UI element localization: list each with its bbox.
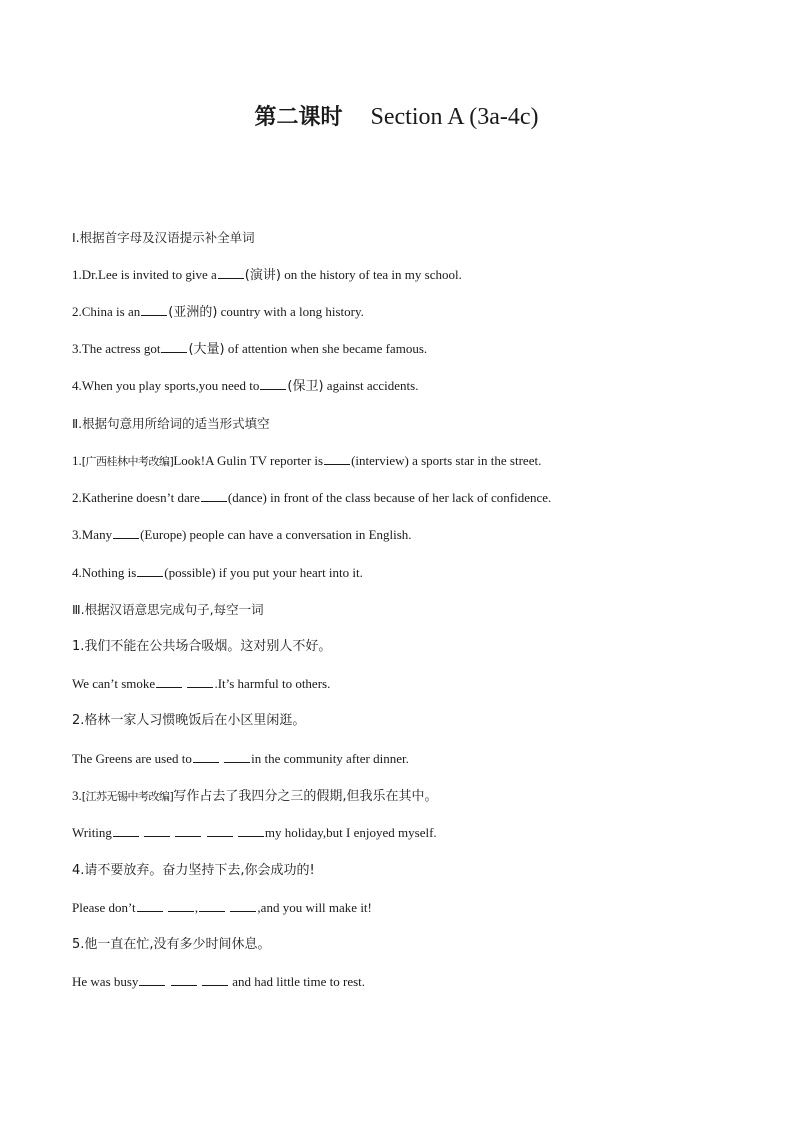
s2q4-text: 4.Nothing is [72,565,137,580]
s3q3-text: Writing [72,825,112,840]
s3q3-number: 3. [72,788,82,803]
s1-question-3 [72,340,427,359]
answer-blank[interactable] [139,974,165,986]
s1q3-rest: of attention when she became famous. [224,341,428,356]
s3q3-source: [江苏无锡中考改编] [81,790,174,803]
s2q2-text: 2.Katherine doesn’t dare [72,490,200,505]
answer-blank[interactable] [193,751,219,763]
section-3-heading: Ⅲ.根据汉语意思完成句子,每空一词 [72,602,264,617]
s2-question-1 [72,452,541,471]
title-chinese: 第二课时 [254,105,343,130]
s3q1-text: We can’t smoke [72,676,156,691]
answer-blank[interactable] [324,453,350,465]
s3-question-3 [72,824,437,842]
s2-question-4 [72,564,363,582]
answer-blank[interactable] [156,676,182,688]
s1-question-2 [72,303,364,322]
answer-blank[interactable] [168,900,194,912]
s3q5-text: He was busy [72,974,139,989]
s2q2-rest: (dance) in front of the class because of her lack of confidence. [227,490,552,505]
answer-blank[interactable] [113,527,139,539]
answer-blank[interactable] [202,974,228,986]
s1-question-1 [72,266,462,285]
title-english: Section A (3a-4c) [370,104,539,130]
s2q1-source: [广西桂林中考改编] [81,455,174,468]
s2q1-rest: (interview) a sports star in the street. [351,453,542,468]
answer-blank[interactable] [238,825,264,837]
s3-question-1 [72,675,330,693]
answer-blank[interactable] [207,825,233,837]
s1q4-rest: against accidents. [323,378,419,393]
answer-blank[interactable] [141,304,167,316]
s3q2-chinese: 2.格林一家人习惯晚饭后在小区里闲逛。 [72,713,306,728]
answer-blank[interactable] [187,676,213,688]
s2-question-3 [72,526,412,544]
s2-question-2 [72,489,551,507]
s3q2-text: The Greens are used to [72,751,192,766]
answer-blank[interactable] [137,565,163,577]
s2q4-rest: (possible) if you put your heart into it. [164,565,363,580]
section-1-heading: Ⅰ.根据首字母及汉语提示补全单词 [72,230,255,245]
answer-blank[interactable] [260,378,286,390]
page-title [0,100,793,131]
s3q3-chinese-line [72,787,437,806]
s3q4-text: Please don’t [72,900,136,915]
s1q3-hint: (大量) [188,342,225,357]
s3q4-rest: ,and you will make it! [257,900,372,915]
s1-question-4 [72,377,418,396]
s3q2-rest: in the community after dinner. [251,751,409,766]
s3-question-5 [72,973,365,991]
s3q4-comma: , [194,900,199,915]
section-2-heading: Ⅱ.根据句意用所给词的适当形式填空 [72,416,270,431]
s3q1-rest: .It’s harmful to others. [214,676,331,691]
answer-blank[interactable] [161,341,187,353]
s1q1-rest: on the history of tea in my school. [280,267,462,282]
s3q5-rest: and had little time to rest. [228,974,366,989]
s3q4-chinese: 4.请不要放弃。奋力坚持下去,你会成功的! [72,863,315,878]
answer-blank[interactable] [171,974,197,986]
s1q1-text: 1.Dr.Lee is invited to give a [72,267,217,282]
answer-blank[interactable] [224,751,250,763]
answer-blank[interactable] [175,825,201,837]
s1q2-rest: country with a long history. [217,304,364,319]
answer-blank[interactable] [113,825,139,837]
s3q3-chinese: 写作占去了我四分之三的假期,但我乐在其中。 [173,789,438,804]
s2q1-text: Look!A Gulin TV reporter is [173,453,324,468]
answer-blank[interactable] [201,490,227,502]
s1q4-hint: (保卫) [287,379,324,394]
answer-blank[interactable] [199,900,225,912]
s2q3-text: 3.Many [72,527,113,542]
s3q5-chinese: 5.他一直在忙,没有多少时间休息。 [72,937,271,952]
s2q1-number: 1. [72,453,82,468]
s1q3-text: 3.The actress got [72,341,161,356]
answer-blank[interactable] [230,900,256,912]
s1q4-text: 4.When you play sports,you need to [72,378,260,393]
s3-question-4 [72,899,372,917]
s1q2-text: 2.China is an [72,304,141,319]
s3q3-rest: my holiday,but I enjoyed myself. [264,825,437,840]
s3q1-chinese: 1.我们不能在公共场合吸烟。这对别人不好。 [72,639,332,654]
answer-blank[interactable] [137,900,163,912]
answer-blank[interactable] [144,825,170,837]
s1q1-hint: (演讲) [244,268,281,283]
s3-question-2 [72,750,409,768]
s2q3-rest: (Europe) people can have a conversation in English. [140,527,412,542]
answer-blank[interactable] [218,267,244,279]
s1q2-hint: (亚洲的) [168,305,218,320]
